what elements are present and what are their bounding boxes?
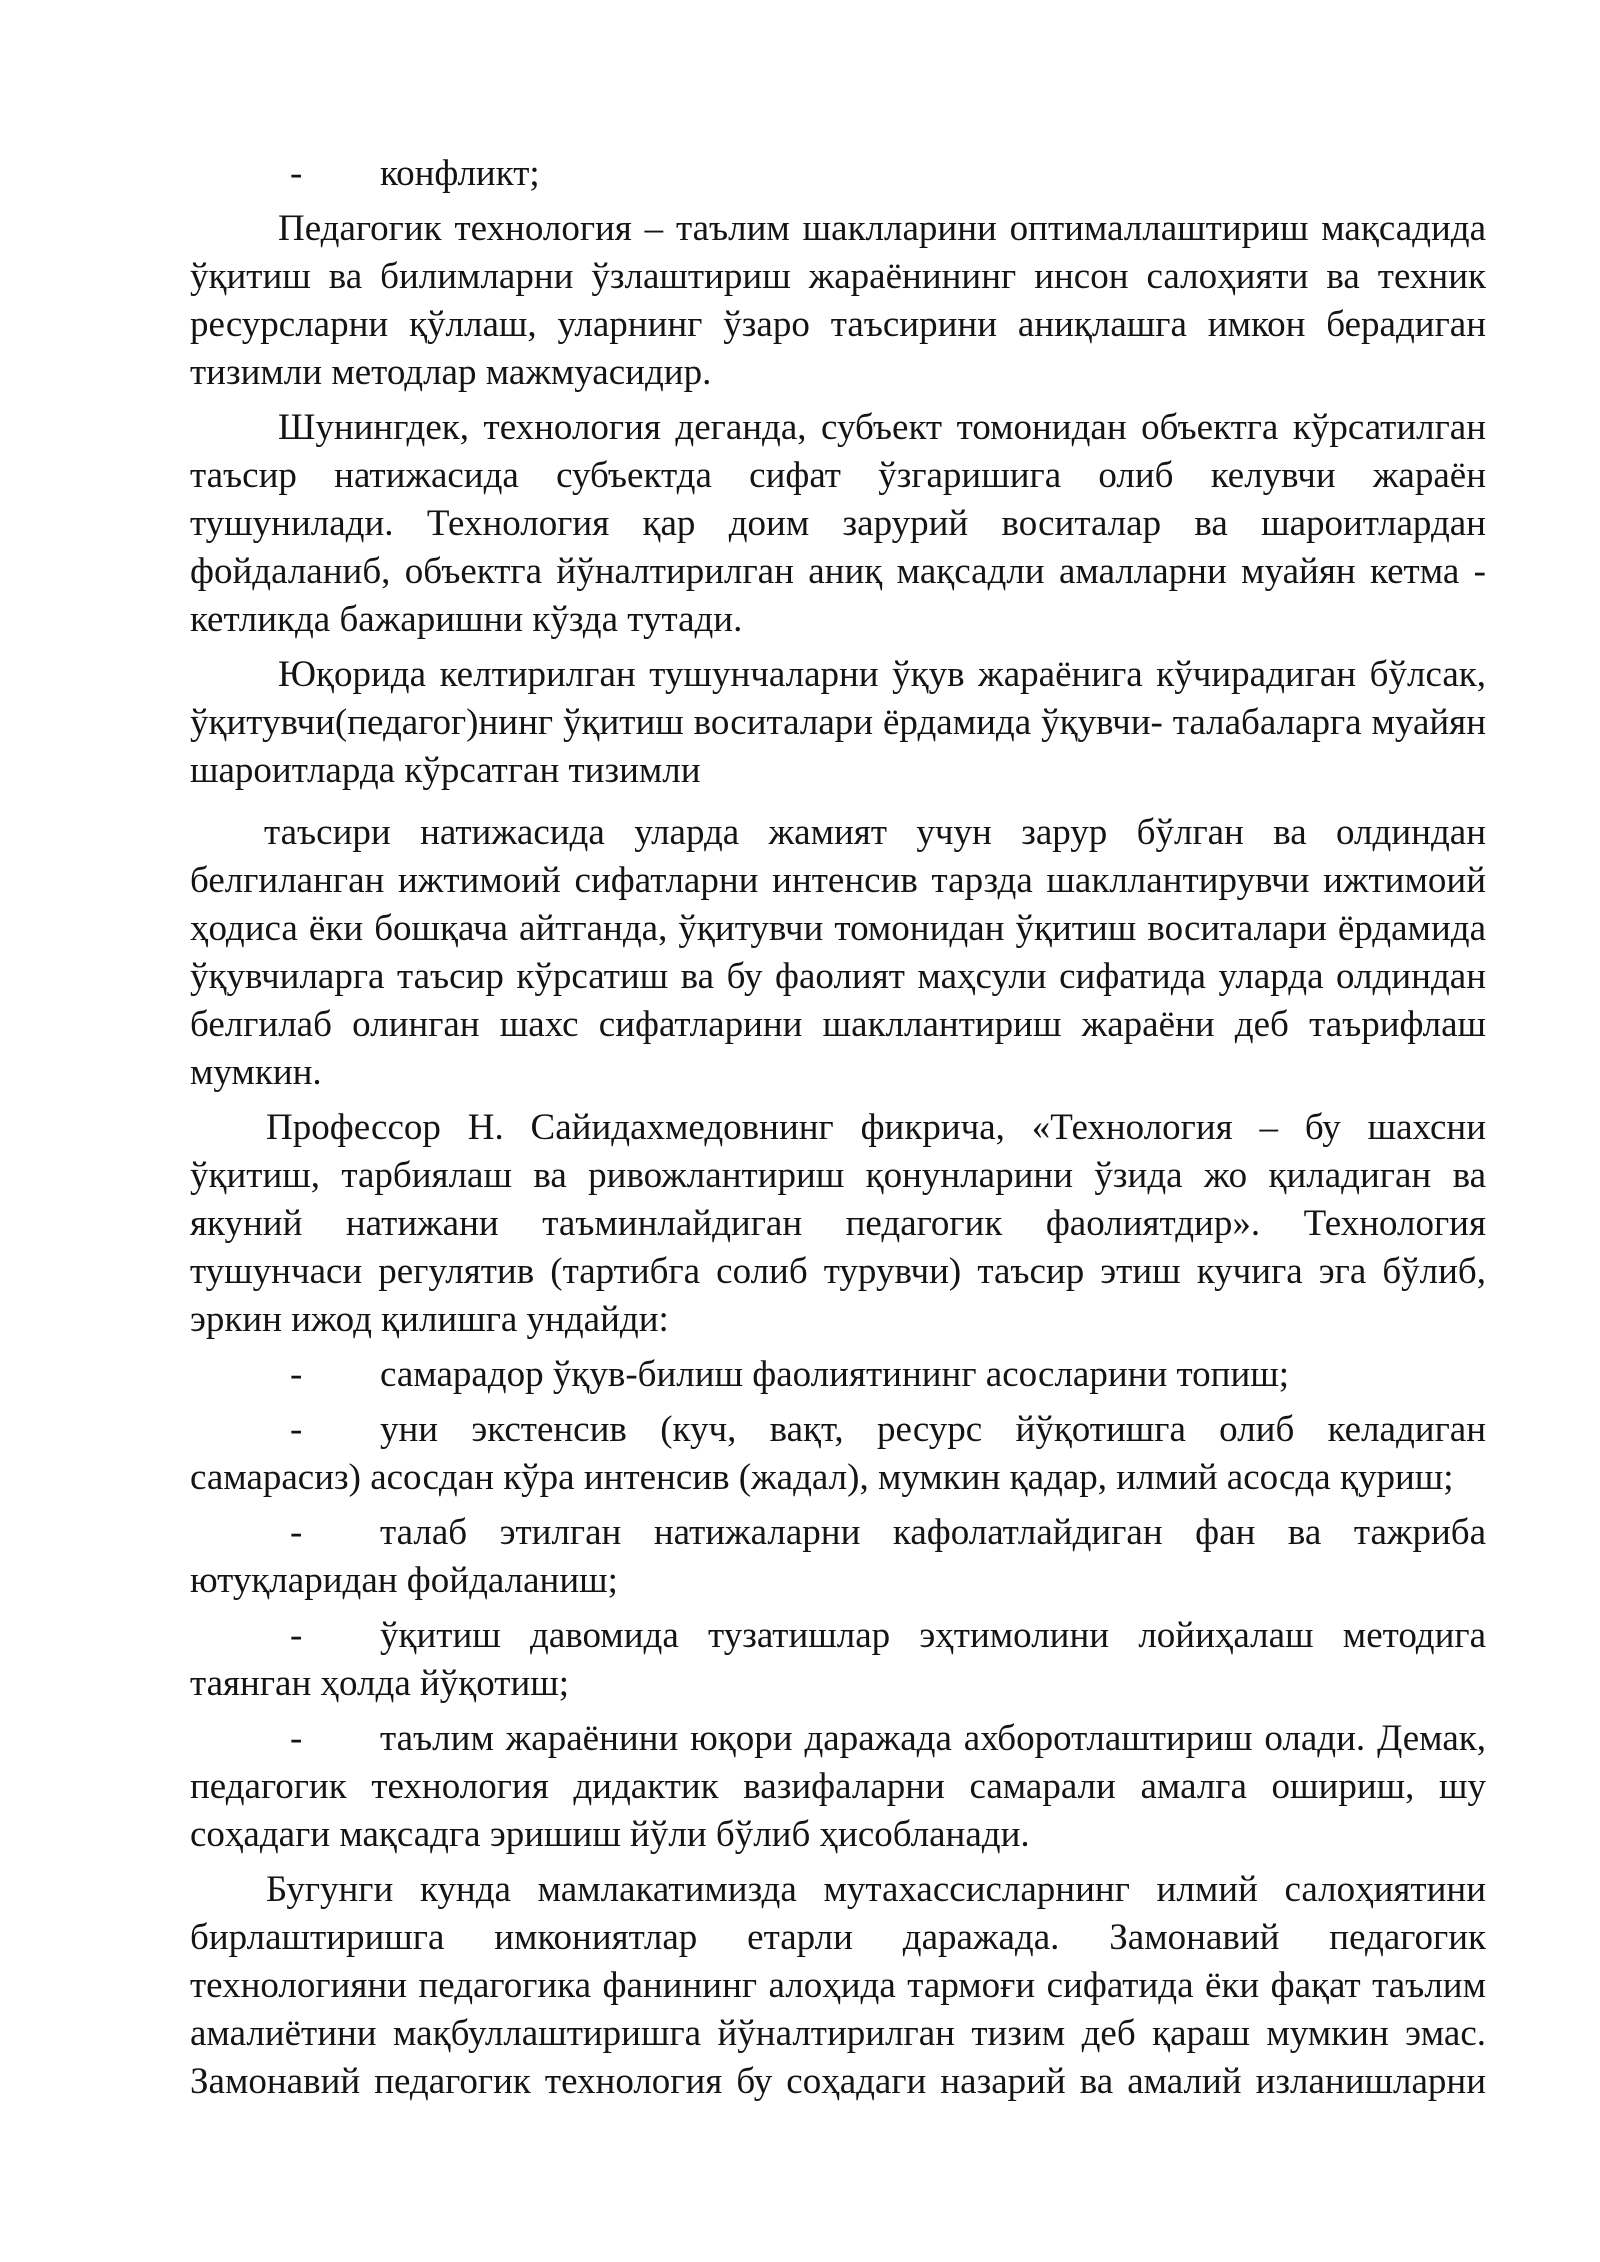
bullet-item <box>190 1351 1486 1399</box>
bullet-item <box>190 1612 1486 1708</box>
bullet-text: талаб этилган натижаларни кафолатлайдиган фан ва тажриба ютуқларидан фойдаланиш; <box>190 1512 1486 1601</box>
paragraph: Профессор Н. Сайидахмедовнинг фикрича, «Технология – бу шахсни ўқитиш, тарбиялаш ва ривожлантириш қонунларини ўзида жо қиладиган ва якуний натижани таъминлайдиган педагогик фаолиятдир». Технология тушунчаси регулятив (тартибга солиб турувчи) таъсир этиш кучига эга бўлиб, эркин ижод қилишга ундайди: <box>190 1107 1486 1340</box>
document-page <box>190 150 1486 2161</box>
paragraph: Педагогик технология – таълим шаклларини оптималлаштириш мақсадида ўқитиш ва билимларни ўзлаштириш жараёнининг инсон салоҳияти ва техник ресурсларни қўллаш, уларнинг ўзаро таъсирини аниқлашга имкон берадиган тизимли методлар мажмуасидир. <box>190 208 1486 393</box>
paragraph: таъсири натижасида уларда жамият учун зарур бўлган ва олдиндан белгиланган ижтимоий сифатларни интенсив тарзда шакллантирувчи ижтимоий ҳодиса ёки бошқача айтганда, ўқитувчи томонидан ўқитиш воситалари ёрдамида ўқувчиларга таъсир кўрсатиш ва бу фаолият маҳсули сифатида уларда олдиндан белгилаб олинган шахс сифатларини шакллантириш жараёни деб таърифлаш мумкин. <box>190 812 1486 1093</box>
bullet-text: ўқитиш давомида тузатишлар эҳтимолини лойиҳалаш методига таянган ҳолда йўқотиш; <box>190 1615 1486 1704</box>
bullet-item <box>190 1715 1486 1859</box>
dash-marker: - <box>290 1615 303 1656</box>
bullet-item <box>190 1406 1486 1502</box>
bullet-text: уни экстенсив (куч, вақт, ресурс йўқотишга олиб келадиган самарасиз) асосдан кўра интенсив (жадал), мумкин қадар, илмий асосда қуриш; <box>190 1409 1486 1498</box>
bullet-text: таълим жараёнини юқори даражада ахборотлаштириш олади. Демак, педагогик технология дидактик вазифаларни самарали амалга ошириш, шу соҳадаги мақсадга эришиш йўли бўлиб ҳисобланади. <box>190 1718 1486 1855</box>
dash-marker: - <box>290 1718 303 1759</box>
dash-marker: - <box>290 1354 303 1395</box>
paragraph: Бугунги кунда мамлакатимизда мутахассисларнинг илмий салоҳиятини бирлаштиришга имкониятлар етарли даражада. Замонавий педагогик технологияни педагогика фанининг алоҳида тармоғи сифатида ёки фақат таълим амалиётини мақбуллаштиришга йўналтирилган тизим деб қараш мумкин эмас. Замонавий педагогик технология бу соҳадаги назарий ва амалий изланишларни <box>190 1869 1486 2102</box>
bullet-item <box>190 150 1486 198</box>
dash-marker: - <box>290 1409 303 1450</box>
paragraph: Шунингдек, технология деганда, субъект томонидан объектга кўрсатилган таъсир натижасида субъектда сифат ўзгаришига олиб келувчи жараён тушунилади. Технология қар доим зарурий воситалар ва шароитлардан фойдаланиб, объектга йўналтирилган аниқ мақсадли амалларни муайян кетма - кетликда бажаришни кўзда тутади. <box>190 407 1486 640</box>
paragraph: Юқорида келтирилган тушунчаларни ўқув жараёнига кўчирадиган бўлсак, ўқитувчи(педагог)нинг ўқитиш воситалари ёрдамида ўқувчи- талабаларга муайян шароитларда кўрсатган тизимли <box>190 654 1486 791</box>
bullet-item <box>190 1509 1486 1605</box>
dash-marker: - <box>290 153 303 194</box>
bullet-text: конфликт; <box>380 153 540 194</box>
dash-marker: - <box>290 1512 303 1553</box>
bullet-text: самарадор ўқув-билиш фаолиятининг асосларини топиш; <box>380 1354 1290 1395</box>
